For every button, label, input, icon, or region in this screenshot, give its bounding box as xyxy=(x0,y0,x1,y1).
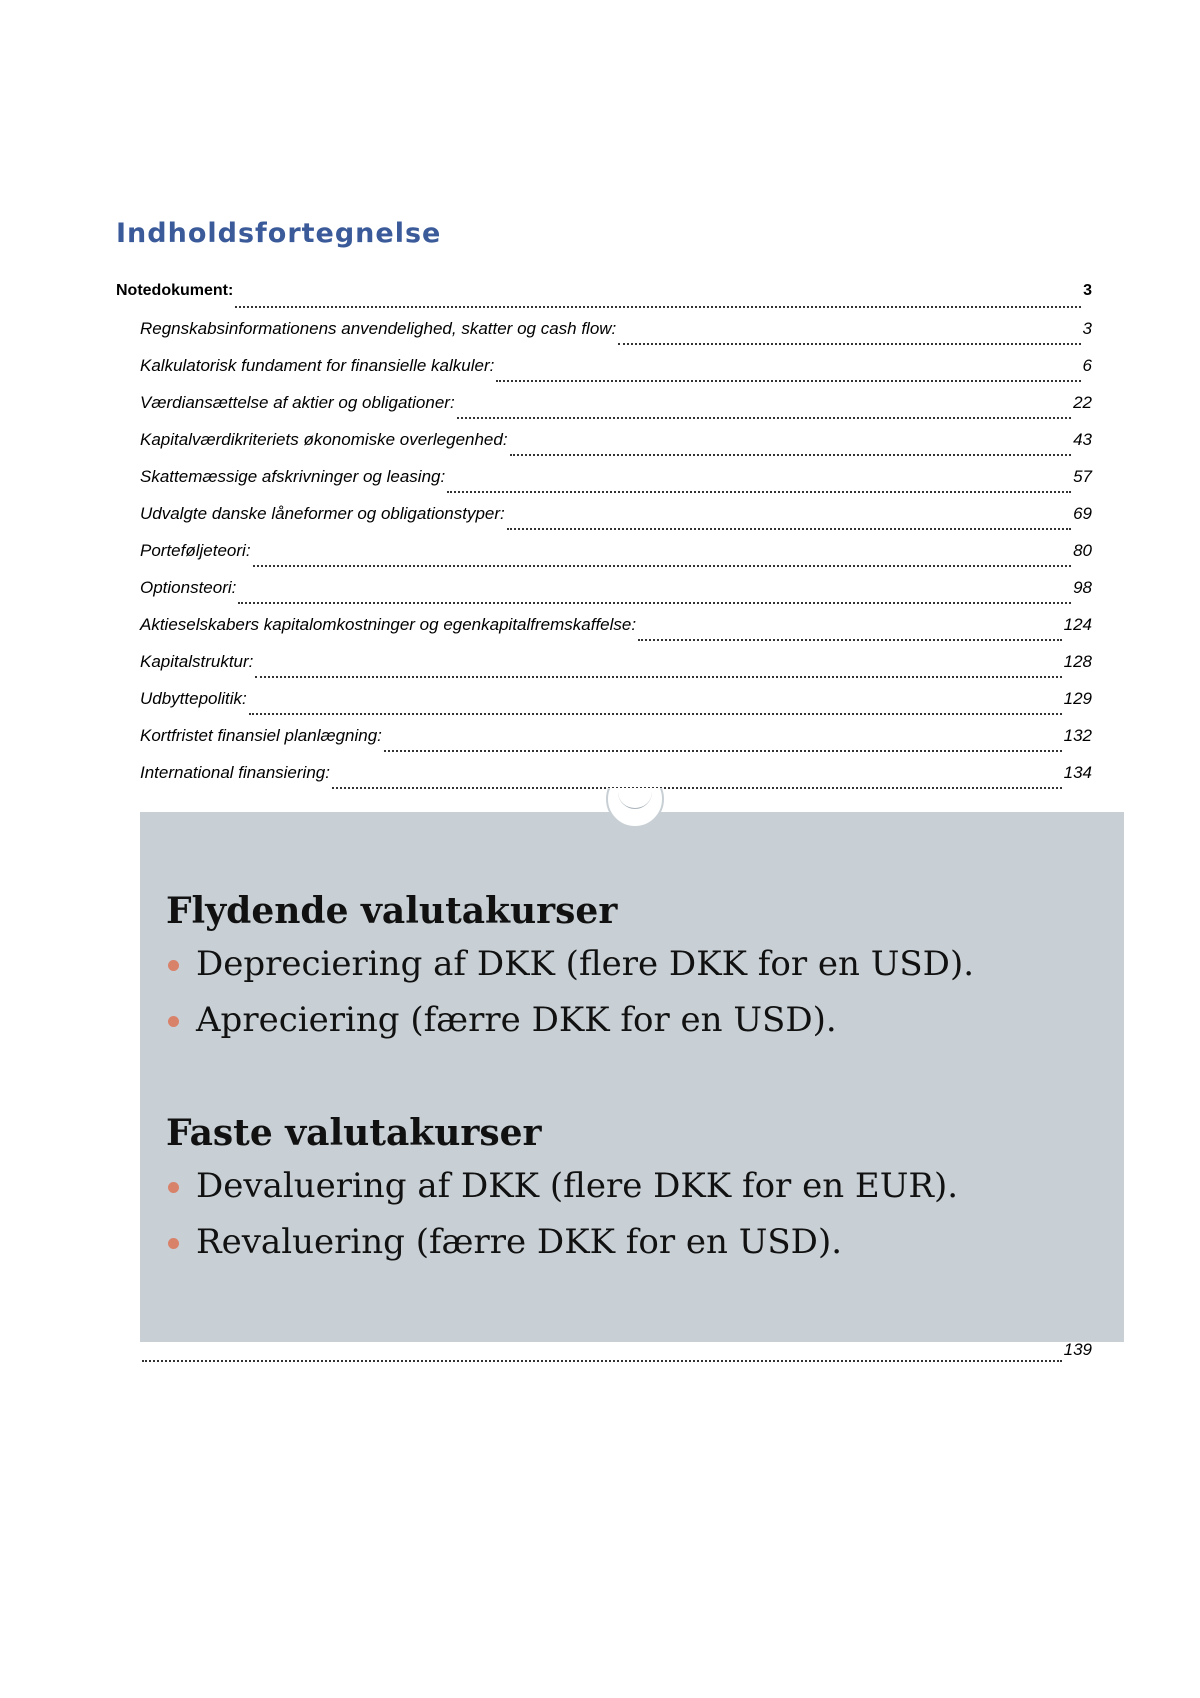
toc-entry-page: 139 xyxy=(1063,1340,1092,1359)
toc-entry-main[interactable] xyxy=(116,282,1092,319)
toc-leader-dots xyxy=(235,306,1081,308)
toc-entry-title: Udbyttepolitik: xyxy=(140,689,247,708)
bullet-dot-icon xyxy=(168,1016,179,1027)
embedded-slide-image xyxy=(140,812,1124,1342)
toc-entry-page: 3 xyxy=(1082,319,1092,338)
toc-entry-title: Regnskabsinformationens anvendelighed, skatter og cash flow: xyxy=(140,319,617,338)
toc-leader-dots xyxy=(507,528,1071,530)
toc-entry-page: 6 xyxy=(1082,356,1092,375)
slide-heading-floating: Flydende valutakurser xyxy=(166,890,618,932)
toc-entry-title: Værdiansættelse af aktier og obligationer: xyxy=(140,393,455,412)
toc-entry-page: 69 xyxy=(1073,504,1092,523)
toc-entry-title: Udvalgte danske låneformer og obligationstyper: xyxy=(140,504,505,523)
toc-entry-title: International finansiering: xyxy=(140,763,330,782)
toc-entry[interactable] xyxy=(116,541,1092,578)
toc-entry[interactable] xyxy=(116,393,1092,430)
slide-bullet-item: Revaluering (færre DKK for en USD). xyxy=(166,1222,1104,1262)
slide-bullet-list xyxy=(166,1166,1104,1262)
toc-leader-dots xyxy=(142,1360,1062,1362)
toc-leader-dots xyxy=(496,380,1080,382)
toc-entry[interactable] xyxy=(116,319,1092,356)
toc-entry-page: 43 xyxy=(1073,430,1092,449)
toc-leader-dots xyxy=(447,491,1071,493)
bullet-dot-icon xyxy=(168,1238,179,1249)
toc-entry-page: 132 xyxy=(1063,726,1092,745)
toc-leader-dots xyxy=(253,565,1072,567)
toc-entry[interactable] xyxy=(116,763,1092,800)
toc-entry-page: 128 xyxy=(1063,652,1092,671)
toc-leader-dots xyxy=(332,787,1062,789)
toc-leader-dots xyxy=(384,750,1062,752)
toc-entry-page: 134 xyxy=(1063,763,1092,782)
toc-entry-title: Optionsteori: xyxy=(140,578,237,597)
toc-entry[interactable] xyxy=(116,615,1092,652)
toc-leader-dots xyxy=(638,639,1062,641)
toc-entry-page: 80 xyxy=(1073,541,1092,560)
slide-content xyxy=(166,890,1104,1278)
toc-leader-dots xyxy=(249,713,1062,715)
toc-entry-title: Kapitalværdikriteriets økonomiske overlegenhed: xyxy=(140,430,508,449)
toc-entry[interactable] xyxy=(116,430,1092,467)
toc-entry-page: 22 xyxy=(1073,393,1092,412)
toc-entry-title: Kortfristet finansiel planlægning: xyxy=(140,726,382,745)
toc-entry-title: Notedokument: xyxy=(116,282,234,299)
toc-leader-dots xyxy=(255,676,1061,678)
toc-entry-title: Aktieselskabers kapitalomkostninger og egenkapitalfremskaffelse: xyxy=(140,615,637,634)
slide-bullet-item: Apreciering (færre DKK for en USD). xyxy=(166,1000,1104,1040)
toc-entry[interactable] xyxy=(116,689,1092,726)
toc-leader-dots xyxy=(618,343,1080,345)
table-of-contents xyxy=(116,282,1092,800)
toc-entry-page: 57 xyxy=(1073,467,1092,486)
toc-leader-dots xyxy=(238,602,1071,604)
toc-entry-page: 129 xyxy=(1063,689,1092,708)
slide-bullet-item: Depreciering af DKK (flere DKK for en USD). xyxy=(166,944,1104,984)
toc-entry[interactable] xyxy=(116,726,1092,763)
toc-entry[interactable] xyxy=(116,356,1092,393)
slide-bullet-list xyxy=(166,944,1104,1040)
toc-entry-title: Skattemæssige afskrivninger og leasing: xyxy=(140,467,446,486)
bullet-dot-icon xyxy=(168,1182,179,1193)
toc-entry-page: 98 xyxy=(1073,578,1092,597)
slide-heading-fixed: Faste valutakurser xyxy=(166,1112,542,1154)
toc-entry-last[interactable] xyxy=(140,1340,1092,1370)
toc-entry[interactable] xyxy=(116,504,1092,541)
bullet-dot-icon xyxy=(168,960,179,971)
toc-entry[interactable] xyxy=(116,467,1092,504)
toc-leader-dots xyxy=(510,454,1072,456)
slide-decorative-circle-icon xyxy=(606,788,668,830)
toc-entry[interactable] xyxy=(116,652,1092,689)
toc-entry-title: Kalkulatorisk fundament for finansielle kalkuler: xyxy=(140,356,495,375)
toc-entry[interactable] xyxy=(116,578,1092,615)
toc-entry-title: Porteføljeteori: xyxy=(140,541,251,560)
toc-entry-page: 124 xyxy=(1063,615,1092,634)
toc-heading: Indholdsfortegnelse xyxy=(116,218,442,249)
slide-bullet-item: Devaluering af DKK (flere DKK for en EUR). xyxy=(166,1166,1104,1206)
toc-entry-page: 3 xyxy=(1083,282,1092,299)
toc-entry-title: Kapitalstruktur: xyxy=(140,652,254,671)
toc-leader-dots xyxy=(457,417,1071,419)
